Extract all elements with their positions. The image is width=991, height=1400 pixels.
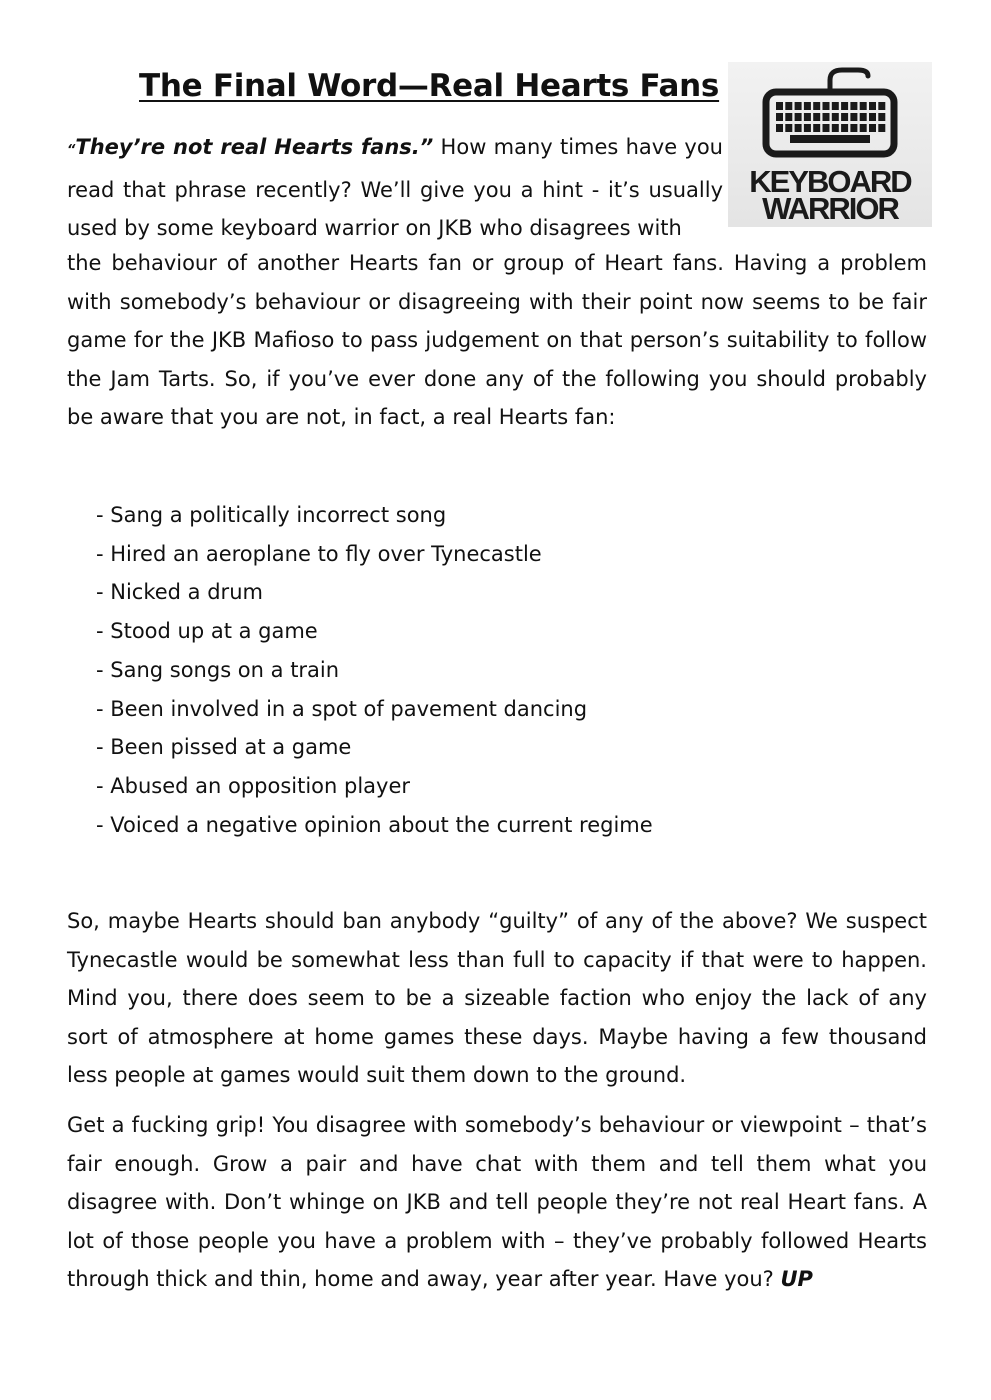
list-item: - Stood up at a game <box>96 619 318 644</box>
list-item: - Sang songs on a train <box>96 657 340 682</box>
opening-quote-mark: “ <box>67 143 76 158</box>
signoff: UP <box>780 1267 813 1292</box>
list-item: - Been involved in a spot of pavement dancing <box>96 696 588 721</box>
body-paragraph-2: So, maybe Hearts should ban anybody “guilty” of any of the above? We suspect Tynecastle would be somewhat less than full to capacity if that were to happen. Mind you, there does seem to be a sizeable faction who enjoy the lack of any sort of atmosphere at home games these days. Maybe having a few thousand less people at games would suit them down to the ground. <box>67 909 927 1088</box>
intro-paragraph <box>67 128 723 248</box>
intro-quote: They’re not real Hearts fans.” <box>75 135 434 159</box>
keyboard-warrior-logo <box>728 62 932 227</box>
intro-text: How many times have you read that phrase recently? We’ll give you a hint - it’s usually used by some keyboard warrior on JKB who disagrees with <box>67 135 723 241</box>
list-item: - Nicked a drum <box>96 580 263 605</box>
logo-text-warrior: WARRIOR <box>762 191 898 226</box>
offence-list <box>96 496 653 844</box>
article-title: The Final Word—Real Hearts Fans <box>139 68 720 104</box>
list-item: - Been pissed at a game <box>96 735 352 760</box>
list-item: - Hired an aeroplane to fly over Tynecastle <box>96 541 542 566</box>
list-item: - Voiced a negative opinion about the current regime <box>96 812 653 837</box>
keyboard-icon <box>728 62 932 172</box>
logo-text-keyboard: KEYBOARD <box>749 164 911 199</box>
list-item: - Sang a politically incorrect song <box>96 503 447 527</box>
body-paragraph-3 <box>67 1106 927 1299</box>
intro-paragraph-continued: the behaviour of another Hearts fan or group of Heart fans. Having a problem with somebody’s behaviour or disagreeing with their point now seems to be fair game for the JKB Mafioso to pass judgement on that person’s suitability to follow the Jam Tarts. So, if you’ve ever done any of the following you should probably be aware that you are not, in fact, a real Hearts fan: <box>67 251 927 430</box>
paragraph-3-text: Get a fucking grip! You disagree with somebody’s behaviour or viewpoint – that’s fair enough. Grow a pair and have chat with them and tell them what you disagree with. Don’t whinge on JKB and tell people they’re not real Heart fans. A lot of those people you have a problem with – they’ve probably followed Hearts through thick and thin, home and away, year after year. Have you? <box>67 1113 927 1292</box>
list-item: - Abused an opposition player <box>96 773 411 798</box>
